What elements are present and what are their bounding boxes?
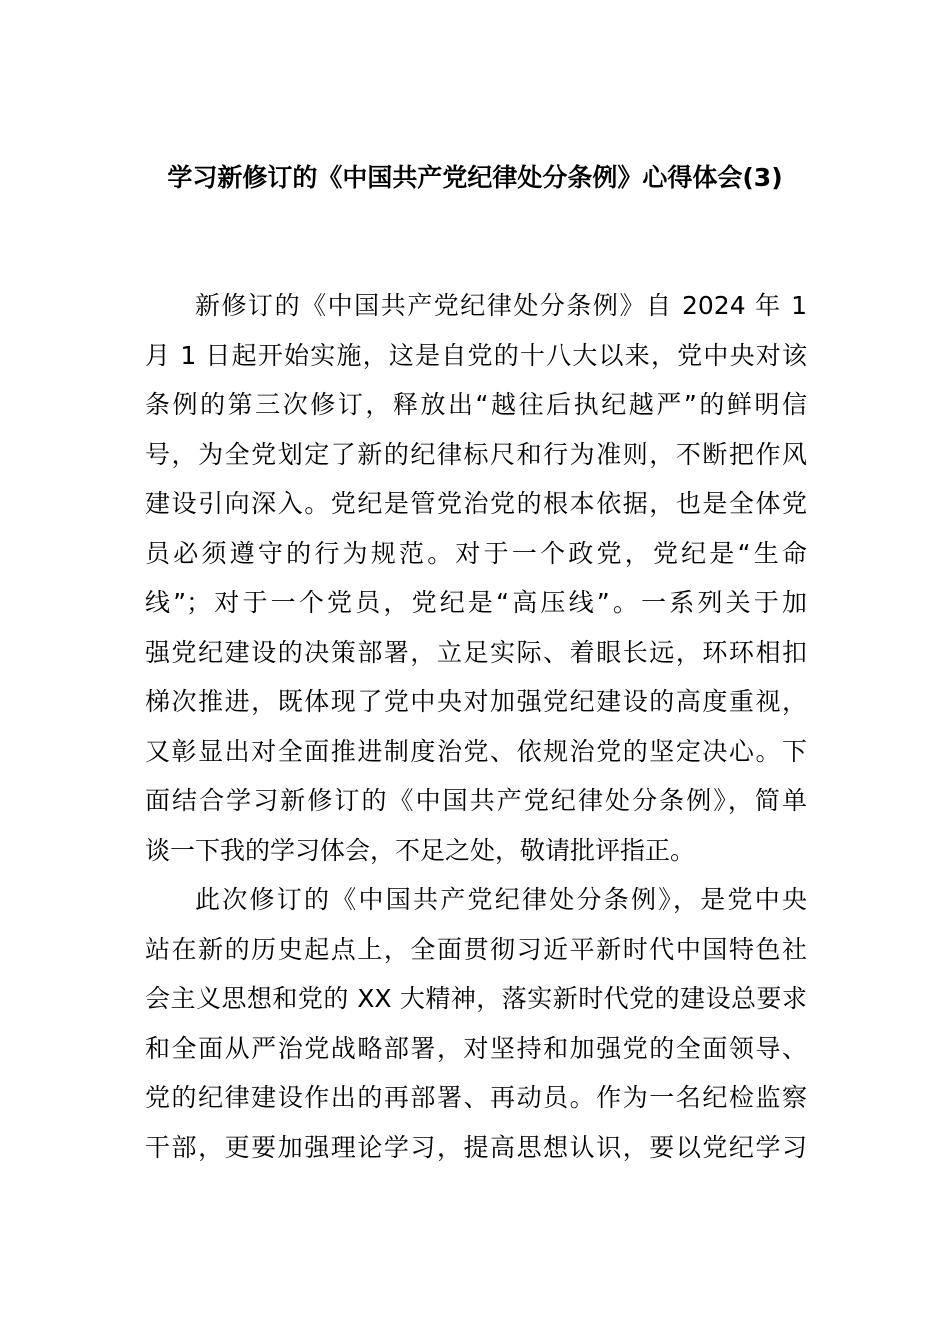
paragraph-line: 月 1 日起开始实施，这是自党的十八大以来，党中央对该 [145,340,807,370]
paragraph-line: 和全面从严治党战略部署，对坚持和加强党的全面领导、 [145,1033,807,1063]
paragraph-line: 线”；对于一个党员，党纪是“高压线”。一系列关于加 [145,588,807,617]
paragraph-line: 干部，更要加强理论学习，提高思想认识，要以党纪学习 [145,1132,807,1162]
paragraph-2 [145,875,807,1172]
paragraph-line: 建设引向深入。党纪是管党治党的根本依据，也是全体党 [145,489,807,518]
paragraph-line: 梯次推进，既体现了党中央对加强党纪建设的高度重视， [145,687,807,716]
paragraph-1 [145,281,807,875]
document-title: 学习新修订的《中国共产党纪律处分条例》心得体会(3) [167,163,783,192]
paragraph-line: 新修订的《中国共产党纪律处分条例》自 2024 年 1 [195,291,807,320]
paragraph-line: 强党纪建设的决策部署，立足实际、着眼长远，环环相扣 [145,637,807,667]
paragraph-line: 谈一下我的学习体会，不足之处，敬请批评指正。 [145,835,696,865]
paragraph-line: 面结合学习新修订的《中国共产党纪律处分条例》，简单 [145,786,807,815]
document-body [145,281,807,1172]
paragraph-line: 条例的第三次修订，释放出“越往后执纪越严”的鲜明信 [145,390,807,419]
paragraph-line: 员必须遵守的行为规范。对于一个政党，党纪是“生命 [145,538,807,568]
paragraph-line: 党的纪律建设作出的再部署、再动员。作为一名纪检监察 [145,1083,807,1112]
paragraph-line: 站在新的历史起点上，全面贯彻习近平新时代中国特色社 [145,934,807,964]
paragraph-line: 又彰显出对全面推进制度治党、依规治党的坚定决心。下 [145,736,807,766]
paragraph-line: 号，为全党划定了新的纪律标尺和行为准则，不断把作风 [145,439,807,469]
paragraph-line: 此次修订的《中国共产党纪律处分条例》，是党中央 [195,885,807,914]
paragraph-line: 会主义思想和党的 XX 大精神，落实新时代党的建设总要求 [145,984,807,1013]
